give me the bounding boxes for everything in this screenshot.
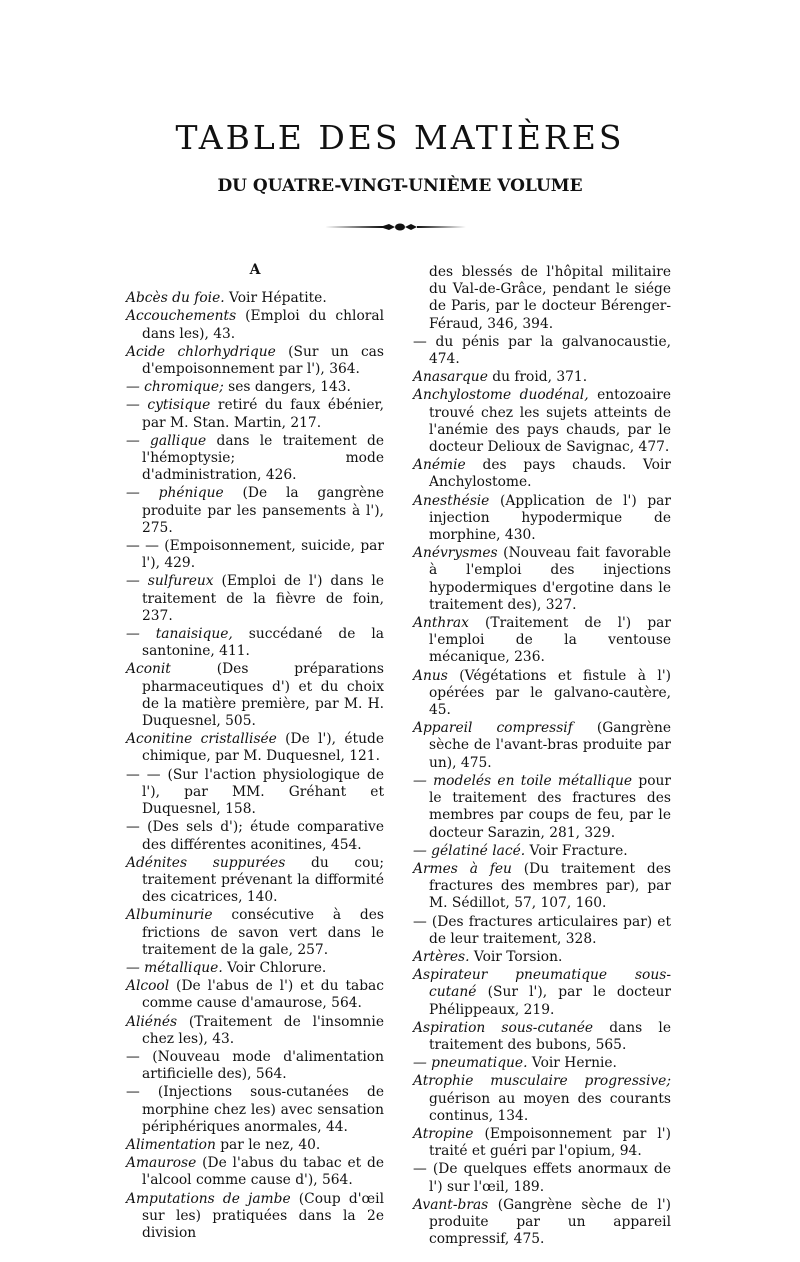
index-entry	[413, 615, 671, 667]
entry-heading: — phénique	[126, 485, 224, 502]
entry-text: par le nez, 40.	[215, 1136, 321, 1153]
index-entry	[413, 668, 671, 720]
index-entry	[126, 907, 384, 959]
entry-text: (Coup d'œil sur les) pratiquées dans la 2e division	[142, 1190, 384, 1241]
entry-heading: — gallique	[126, 432, 207, 449]
entry-text: Voir Chlorure.	[222, 959, 327, 976]
index-entry	[126, 290, 384, 307]
entry-text: (Des préparations pharmaceutiques d') et du choix de la matière première, par M. H. Duquesnel, 505.	[142, 661, 384, 730]
entry-text: (De l'abus du tabac et de l'alcool comme cause d'), 564.	[142, 1155, 384, 1189]
index-entry	[126, 308, 384, 342]
index-entry	[126, 855, 384, 907]
entry-heading: — pneumatique.	[413, 1055, 528, 1072]
entry-heading: Anémie	[413, 457, 466, 474]
entry-text: consécutive à des frictions de savon vert dans le traitement de la gale, 257.	[142, 907, 384, 958]
entry-text: (De l'abus de l') et du tabac comme cause d'amaurose, 564.	[142, 978, 384, 1012]
right-entries	[413, 264, 671, 1248]
entry-text: (Sur un cas d'empoisonnement par l'), 364.	[142, 343, 384, 378]
page-title: TABLE DES MATIÈRES	[175, 118, 625, 157]
entry-text: Voir Hépatite.	[224, 290, 327, 307]
entry-heading: Abcès du foie.	[126, 290, 225, 307]
entry-text: (Du traitement des fractures des membres par), par M. Sédillot, 57, 107, 160.	[429, 860, 671, 912]
entry-heading: Anthrax	[413, 615, 469, 632]
entry-text: — — (Sur l'action physiologique de l'), par MM. Gréhant et Duquesnel, 158.	[126, 766, 384, 818]
entry-text: (Emploi du chloral dans les), 43.	[142, 308, 384, 342]
index-entry	[126, 538, 384, 572]
index-entry	[126, 1084, 384, 1136]
entry-text: — (Injections sous-cutanées de morphine chez les) avec sensation périphériques anormales, 44.	[126, 1084, 384, 1135]
entry-text: Voir Fracture.	[525, 842, 628, 859]
index-entry	[126, 1155, 384, 1189]
entry-heading: Acide chlorhydrique	[126, 343, 276, 360]
entry-heading: — sulfureux	[126, 573, 214, 590]
index-entry	[413, 1020, 671, 1054]
index-entry	[413, 1073, 671, 1125]
entry-heading: Aspirateur pneumatique sous-cutané	[413, 967, 671, 1001]
index-entry	[413, 334, 671, 368]
index-entry	[126, 433, 384, 485]
entry-heading: Alimentation	[126, 1136, 216, 1153]
entry-heading: Avant-bras	[413, 1196, 489, 1213]
index-entry	[413, 843, 671, 860]
index-entry	[413, 720, 671, 772]
entry-heading: — cytisique	[126, 397, 211, 414]
index-entry	[126, 1014, 384, 1048]
index-entry	[413, 949, 671, 966]
entry-heading: — modelés en toile métallique	[413, 772, 633, 789]
index-entry	[413, 1161, 671, 1195]
entry-text: — (De quelques effets anormaux de l') sur l'œil, 189.	[413, 1161, 671, 1195]
index-entry	[413, 1126, 671, 1160]
index-entry	[413, 369, 671, 386]
index-entry	[413, 1197, 671, 1249]
entry-text: (Emploi de l') dans le traitement de la fièvre de foin, 237.	[142, 573, 384, 624]
index-entry	[126, 573, 384, 625]
entry-heading: Armes à feu	[413, 860, 512, 877]
index-entry	[126, 626, 384, 660]
index-entry	[413, 861, 671, 913]
entry-text: du froid, 371.	[487, 369, 588, 386]
entry-heading: Aconitine cristallisée	[126, 731, 277, 748]
entry-heading: Amputations de jambe	[126, 1190, 291, 1207]
entry-text: dans le traitement de l'hémoptysie; mode d'administration, 426.	[142, 432, 384, 484]
index-entry	[126, 1049, 384, 1083]
entry-heading: — métallique.	[126, 959, 223, 976]
index-entry	[413, 1055, 671, 1072]
entry-text: (Traitement de l') par l'emploi de la ventouse mécanique, 236.	[429, 615, 671, 666]
entry-text: des blessés de l'hôpital militaire du Val-de-Grâce, pendant le siége de Paris, par le docteur Bérenger-Féraud, 346, 394.	[429, 264, 671, 332]
index-entry	[413, 457, 671, 491]
index-entry	[413, 967, 671, 1019]
entry-text: (Traitement de l'insomnie chez les), 43.	[142, 1013, 384, 1047]
index-entry	[126, 978, 384, 1012]
index-entry	[126, 661, 384, 730]
entry-heading: Accouchements	[126, 308, 237, 325]
entry-heading: Anus	[413, 667, 448, 684]
page-subtitle: DU QUATRE-VINGT-UNIÈME VOLUME	[217, 176, 583, 196]
index-entry	[126, 731, 384, 765]
entry-heading: Artères.	[413, 948, 470, 965]
entry-text: guérison au moyen des courants continus, 134.	[429, 1090, 671, 1124]
entry-text: (Gangrène sèche de l') produite par un appareil compressif, 475.	[429, 1196, 671, 1248]
ornament-divider-icon	[323, 222, 468, 232]
entry-heading: Amaurose	[126, 1155, 197, 1172]
entry-text: (Végétations et fistule à l') opérées par le galvano-cautère, 45.	[429, 667, 671, 719]
index-entry	[413, 493, 671, 545]
entry-heading: Atrophie musculaire progressive;	[413, 1073, 671, 1090]
entry-heading: Appareil compressif	[413, 720, 573, 737]
entry-text: Voir Hernie.	[527, 1055, 617, 1072]
entry-text: retiré du faux ébénier, par M. Stan. Martin, 217.	[142, 397, 384, 431]
entry-text: Voir Torsion.	[469, 948, 563, 965]
entry-text: pour le traitement des fractures des membres par coups de feu, par le docteur Sarazin, 281, 329.	[429, 772, 671, 841]
entry-text: du cou; traitement prévenant la difformité des cicatrices, 140.	[142, 854, 384, 906]
entry-text: (Sur l'), par le docteur Phélippeaux, 219.	[429, 984, 671, 1018]
entry-heading: Adénites suppurées	[126, 854, 286, 871]
index-entry	[126, 1191, 384, 1243]
entry-text: (Gangrène sèche de l'avant-bras produite par un), 475.	[429, 720, 672, 771]
section-letter: A	[249, 262, 261, 278]
entry-heading: Aliénés	[126, 1013, 178, 1030]
index-entry	[126, 767, 384, 819]
entry-text: — (Nouveau mode d'alimentation artificielle des), 564.	[126, 1048, 384, 1083]
entry-text: — (Des sels d'); étude comparative des différentes aconitines, 454.	[126, 819, 384, 853]
entry-heading: — gélatiné lacé.	[413, 842, 526, 859]
index-entry	[413, 773, 671, 842]
entry-text: (Nouveau fait favorable à l'emploi des injections hypodermiques d'ergotine dans le traitement des), 327.	[429, 545, 671, 613]
entry-text: (Empoisonnement par l') traité et guéri par l'opium, 94.	[429, 1125, 671, 1160]
entry-heading: Anesthésie	[413, 492, 490, 509]
entry-text: — (Des fractures articulaires par) et de leur traitement, 328.	[413, 913, 671, 947]
index-entry	[413, 387, 671, 456]
entry-heading: Albuminurie	[126, 907, 213, 924]
index-entry	[126, 485, 384, 537]
index-entry	[126, 344, 384, 378]
entry-text: — — (Empoisonnement, suicide, par l'), 429.	[126, 538, 384, 572]
left-entries	[126, 290, 384, 1242]
index-entry	[126, 379, 384, 396]
entry-text: entozoaire trouvé chez les sujets atteints de l'anémie des pays chauds, par le docteur Delioux de Savignac, 477.	[429, 387, 671, 456]
index-entry	[413, 545, 671, 614]
right-column	[413, 264, 671, 1249]
entry-heading: Anévrysmes	[413, 545, 498, 562]
entry-heading: — tanaisique,	[126, 626, 233, 643]
entry-text: dans le traitement des bubons, 565.	[429, 1019, 671, 1053]
entry-text: ses dangers, 143.	[223, 379, 351, 396]
entry-text: (De la gangrène produite par les pansements à l'), 275.	[142, 485, 384, 536]
entry-text: des pays chauds. Voir Anchylostome.	[429, 457, 671, 491]
entry-heading: Alcool	[126, 978, 170, 995]
entry-heading: Anasarque	[413, 369, 488, 386]
index-entry	[126, 819, 384, 853]
index-entry	[126, 1137, 384, 1154]
index-entry	[413, 914, 671, 948]
entry-text: (Application de l') par injection hypodermique de morphine, 430.	[429, 492, 671, 544]
entry-text: — du pénis par la galvanocaustie, 474.	[413, 333, 671, 368]
entry-heading: Atropine	[413, 1125, 474, 1142]
entry-heading: Aspiration sous-cutanée	[413, 1019, 594, 1036]
index-entry	[413, 264, 671, 333]
entry-heading: — chromique;	[126, 379, 224, 396]
entry-text: (De l'), étude chimique, par M. Duquesnel, 121.	[142, 731, 384, 765]
entry-heading: Aconit	[126, 661, 171, 678]
entry-text: succédané de la santonine, 411.	[142, 626, 384, 660]
entry-heading: Anchylostome duodénal,	[413, 387, 589, 404]
left-column	[126, 262, 384, 1243]
index-entry	[126, 960, 384, 977]
index-entry	[126, 397, 384, 431]
